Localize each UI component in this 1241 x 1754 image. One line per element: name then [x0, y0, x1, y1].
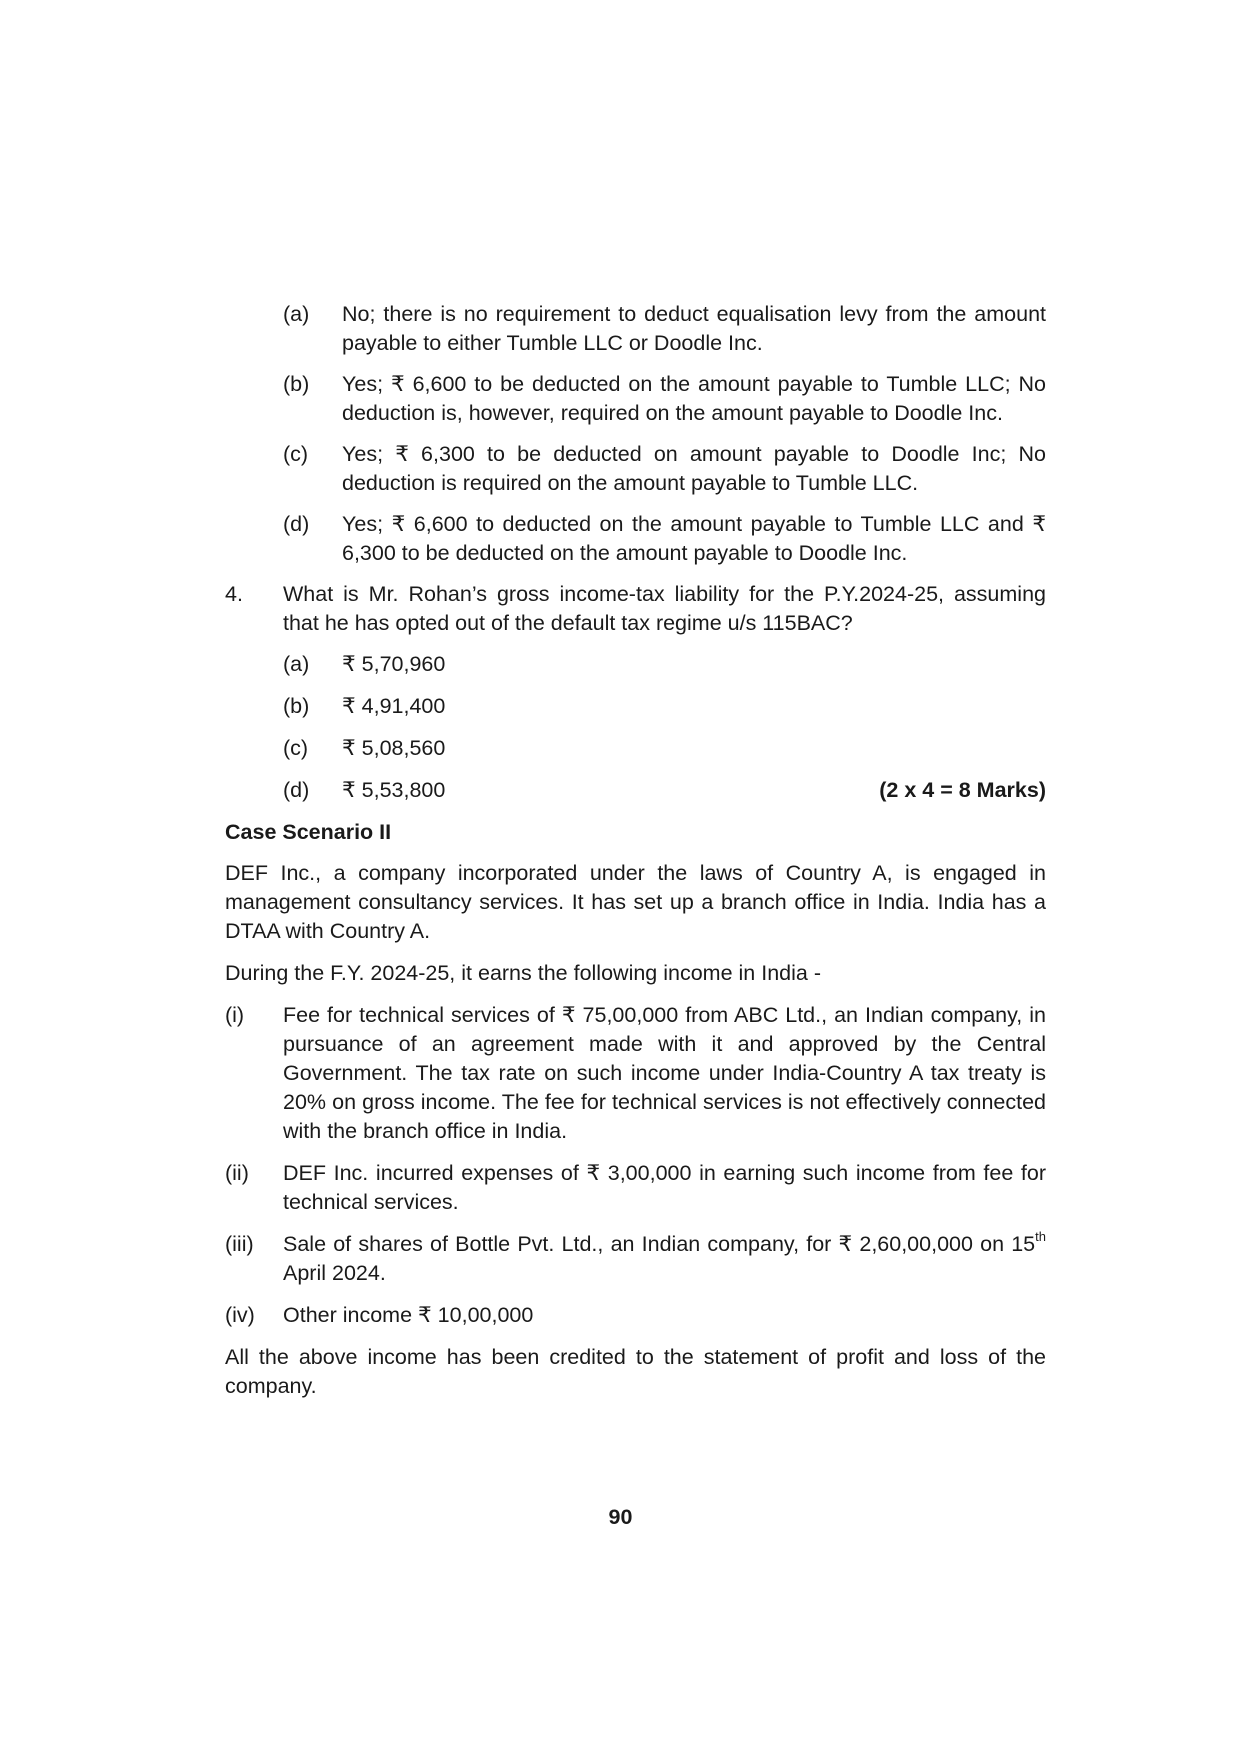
q3-option-d	[283, 510, 1046, 568]
question-4	[225, 580, 1046, 638]
option-text: ₹ 5,70,960	[342, 652, 446, 676]
page-number: 90	[608, 1505, 633, 1529]
income-item-iv	[225, 1301, 1046, 1330]
case-closing: All the above income has been credited to the statement of profit and loss of the company.	[225, 1345, 1046, 1398]
q3-option-c	[283, 440, 1046, 498]
ordinal-suffix: th	[1035, 1228, 1046, 1244]
case-intro: DEF Inc., a company incorporated under the laws of Country A, is engaged in management consultancy services. It has set up a branch office in India. India has a DTAA with Country A.	[225, 861, 1046, 943]
item-text-before: Sale of shares of Bottle Pvt. Ltd., an Indian company, for ₹ 2,60,00,000 on 15	[283, 1232, 1036, 1256]
option-label: (c)	[283, 736, 309, 760]
item-label: (iii)	[225, 1232, 254, 1256]
option-text: ₹ 4,91,400	[342, 694, 446, 718]
q3-option-a	[283, 300, 1046, 358]
page-content	[225, 300, 1046, 1401]
case-lead: During the F.Y. 2024-25, it earns the following income in India -	[225, 961, 821, 985]
item-text	[283, 1230, 1046, 1288]
q4-option-c	[283, 734, 1046, 763]
item-label: (ii)	[225, 1161, 249, 1185]
option-label: (d)	[283, 778, 310, 802]
option-label: (d)	[283, 512, 310, 536]
case-heading: Case Scenario II	[225, 820, 392, 844]
income-item-ii	[225, 1159, 1046, 1217]
question-number: 4.	[225, 582, 243, 606]
q4-option-d	[283, 776, 445, 805]
item-label: (iv)	[225, 1303, 255, 1327]
option-label: (b)	[283, 694, 310, 718]
option-text: ₹ 5,08,560	[342, 736, 446, 760]
option-text: ₹ 5,53,800	[342, 778, 446, 802]
option-text: No; there is no requirement to deduct equalisation levy from the amount payable to either Tumble LLC or Doodle Inc.	[342, 302, 1046, 355]
item-text-after: April 2024.	[283, 1261, 386, 1285]
q4-option-d-row	[283, 776, 1046, 805]
option-label: (b)	[283, 372, 310, 396]
q3-option-b	[283, 370, 1046, 428]
income-item-i	[225, 1001, 1046, 1146]
item-text: Fee for technical services of ₹ 75,00,000 from ABC Ltd., an Indian company, in pursuance of an agreement made with it and approved by the Central Government. The tax rate on such income under India-Country A tax treaty is 20% on gross income. The fee for technical services is not effectively connected with the branch office in India.	[283, 1003, 1046, 1143]
q4-option-b	[283, 692, 1046, 721]
option-text: Yes; ₹ 6,600 to be deducted on the amount payable to Tumble LLC; No deduction is, however, required on the amount payable to Doodle Inc.	[342, 372, 1046, 425]
question-text: What is Mr. Rohan’s gross income-tax liability for the P.Y.2024-25, assuming that he has opted out of the default tax regime u/s 115BAC?	[283, 582, 1046, 635]
item-label: (i)	[225, 1003, 245, 1027]
income-item-iii	[225, 1230, 1046, 1288]
q4-option-a	[283, 650, 1046, 679]
item-text: Other income ₹ 10,00,000	[283, 1303, 534, 1327]
option-label: (c)	[283, 442, 309, 466]
option-text: Yes; ₹ 6,600 to deducted on the amount payable to Tumble LLC and ₹ 6,300 to be deducted on the amount payable to Doodle Inc.	[342, 512, 1046, 565]
marks-label: (2 x 4 = 8 Marks)	[879, 778, 1046, 802]
item-text: DEF Inc. incurred expenses of ₹ 3,00,000 in earning such income from fee for technical services.	[283, 1161, 1046, 1214]
option-label: (a)	[283, 302, 310, 326]
option-label: (a)	[283, 652, 310, 676]
option-text: Yes; ₹ 6,300 to be deducted on amount payable to Doodle Inc; No deduction is required on the amount payable to Tumble LLC.	[342, 442, 1046, 495]
